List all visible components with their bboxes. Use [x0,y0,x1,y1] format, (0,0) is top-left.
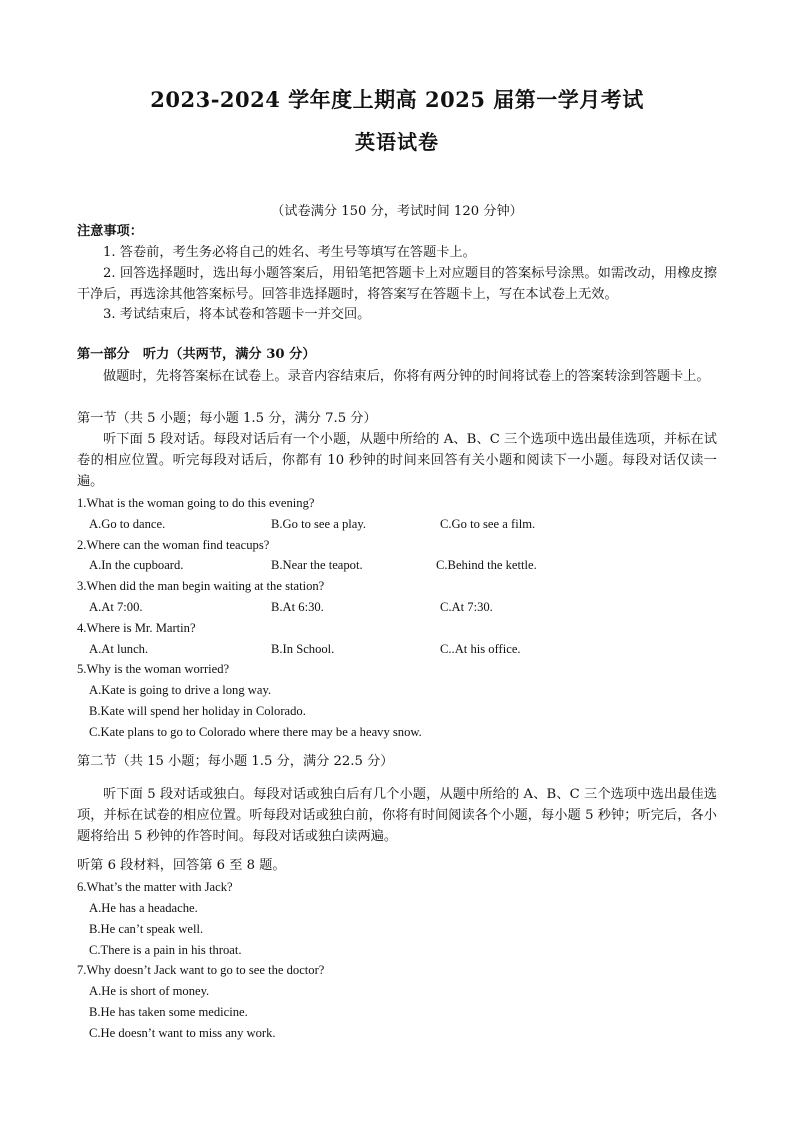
notice-item-1: 1. 答卷前，考生务必将自己的姓名、考生号等填写在答题卡上。 [103,245,476,260]
material-6-heading: 听第 6 段材料，回答第 6 至 8 题。 [77,858,286,873]
option-5c: C.Kate plans to go to Colorado where there may be a heavy snow. [89,725,422,739]
question-1: 1.What is the woman going to do this evening? [77,496,315,510]
part1-instructions: 做题时，先将答案标在试卷上。录音内容结束后，你将有两分钟的时间将试卷上的答案转涂到答题卡上。 [103,369,710,384]
question-4: 4.Where is Mr. Martin? [77,621,196,635]
exam-subject: 英语试卷 [355,130,439,154]
option-3a: A.At 7:00. [89,600,143,614]
section1-heading: 第一节（共 5 小题；每小题 1.5 分，满分 7.5 分） [77,411,377,426]
option-7c: C.He doesn’t want to miss any work. [89,1026,276,1040]
part1-heading: 第一部分 听力（共两节，满分 30 分） [77,347,316,362]
notice-heading: 注意事项： [77,224,143,239]
option-2a: A.In the cupboard. [89,558,184,572]
option-3b: B.At 6:30. [271,600,324,614]
option-6b: B.He can’t speak well. [89,922,204,936]
question-6: 6.What’s the matter with Jack? [77,880,233,894]
option-7a: A.He is short of money. [89,984,210,998]
option-5b: B.Kate will spend her holiday in Colorado. [89,704,306,718]
question-2: 2.Where can the woman find teacups? [77,538,270,552]
notice-item-3: 3. 考试结束后，将本试卷和答题卡一并交回。 [103,307,371,322]
option-3c: C.At 7:30. [440,600,493,614]
option-1b: B.Go to see a play. [271,517,367,531]
option-6a: A.He has a headache. [89,901,198,915]
question-3: 3.When did the man begin waiting at the station? [77,579,325,593]
option-1c: C.Go to see a film. [440,517,536,531]
question-5: 5.Why is the woman worried? [77,662,230,676]
option-5a: A.Kate is going to drive a long way. [89,683,272,697]
exam-info: （试卷满分 150 分，考试时间 120 分钟） [271,204,523,219]
exam-title: 2023-2024 学年度上期高 2025 届第一学月考试 [150,87,644,112]
option-4b: B.In School. [271,642,335,656]
option-7b: B.He has taken some medicine. [89,1005,248,1019]
option-1a: A.Go to dance. [89,517,166,531]
section2-heading: 第二节（共 15 小题；每小题 1.5 分，满分 22.5 分） [77,754,394,769]
option-4a: A.At lunch. [89,642,149,656]
notice-item-2: 2. 回答选择题时，选出每小题答案后，用铅笔把答题卡上对应题目的答案标号涂黑。如需改动，用橡皮擦干净后，再选涂其他答案标号。回答非选择题时，将答案写在答题卡上，写在本试卷上无效。 [77,266,717,302]
option-4c: C..At his office. [440,642,521,656]
question-7: 7.Why doesn’t Jack want to go to see the doctor? [77,963,325,977]
section2-instructions: 听下面 5 段对话或独白。每段对话或独白后有几个小题，从题中所给的 A、B、C 三个选项中选出最佳选项，并标在试卷的相应位置。听每段对话或独白前，你将有时间阅读各个小题，每小题 5 秒钟；听完后，各小题将给出 5 秒钟的作答时间。每段对话或独白读两遍。 [77,787,717,844]
option-2c: C.Behind the kettle. [436,558,537,572]
option-2b: B.Near the teapot. [271,558,363,572]
option-6c: C.There is a pain in his throat. [89,943,242,957]
section1-instructions: 听下面 5 段对话。每段对话后有一个小题，从题中所给的 A、B、C 三个选项中选出最佳选项，并标在试卷的相应位置。听完每段对话后，你都有 10 秒钟的时间来回答有关小题和阅读下一小题。每段对话仅读一遍。 [77,432,717,489]
